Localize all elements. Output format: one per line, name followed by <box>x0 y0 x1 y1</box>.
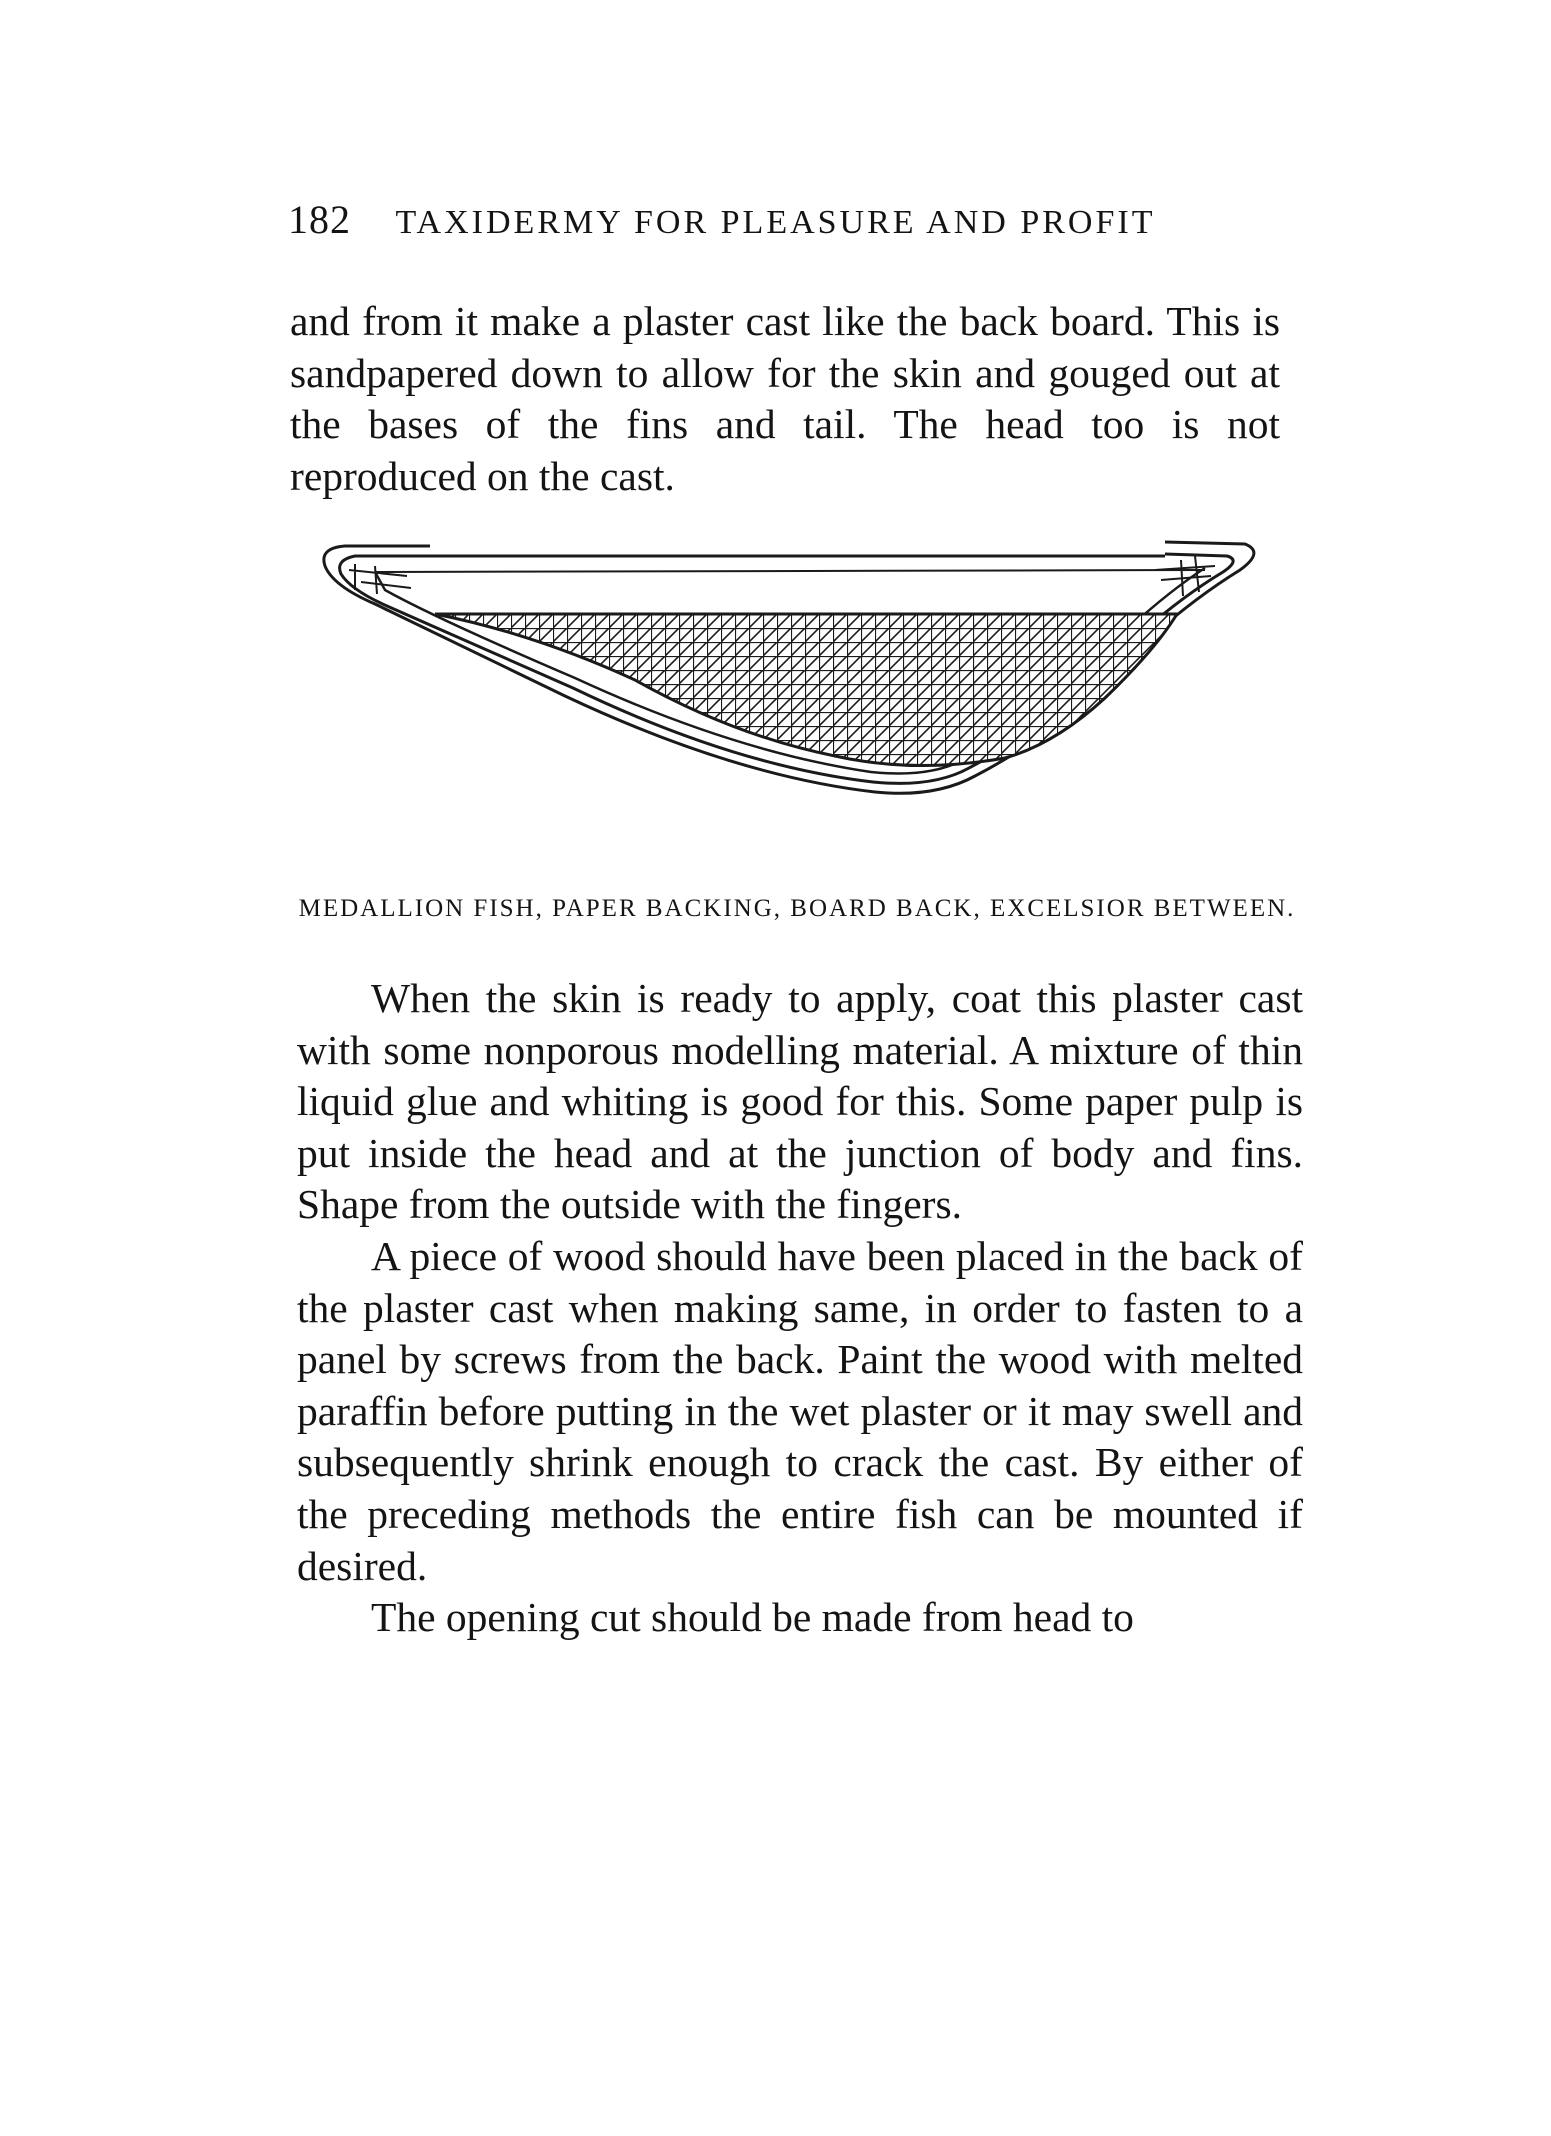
running-head <box>288 196 1288 243</box>
paper-inner-top <box>375 570 1205 572</box>
paragraph: When the skin is ready to apply, coat this plaster cast with some nonporous modelling material. A mixture of thin liquid glue and whiting is good for this. Some paper pulp is put inside the head and at the junction of body and fins. Shape from the outside with the fingers. <box>297 975 1303 1228</box>
pins-right <box>1155 556 1215 596</box>
paragraph-continued <box>290 296 1280 502</box>
medallion-fish-figure <box>315 530 1275 890</box>
excelsior-crosshatch <box>435 614 1177 766</box>
paragraph: The opening cut should be made from head to <box>371 1594 1134 1641</box>
paragraph: A piece of wood should have been placed in the back of the plaster cast when making same, in order to fasten to a panel by screws from the back. Paint the wood with melted paraffin before putting in the wet plaster or it may swell and subsequently shrink enough to crack the cast. By either of the preceding methods the entire fish can be mounted if desired. <box>297 1232 1303 1589</box>
body-text <box>297 973 1303 1644</box>
page-number: 182 <box>288 197 351 242</box>
paragraph: and from it make a plaster cast like the back board. This is sandpapered down to allow for the skin and gouged out at the bases of the fins and tail. The head too is not reproduced on the cast. <box>290 298 1280 499</box>
running-title: TAXIDERMY FOR PLEASURE AND PROFIT <box>395 204 1156 241</box>
figure-caption: MEDALLION FISH, PAPER BACKING, BOARD BACK, EXCELSIOR BETWEEN. <box>298 895 1296 922</box>
